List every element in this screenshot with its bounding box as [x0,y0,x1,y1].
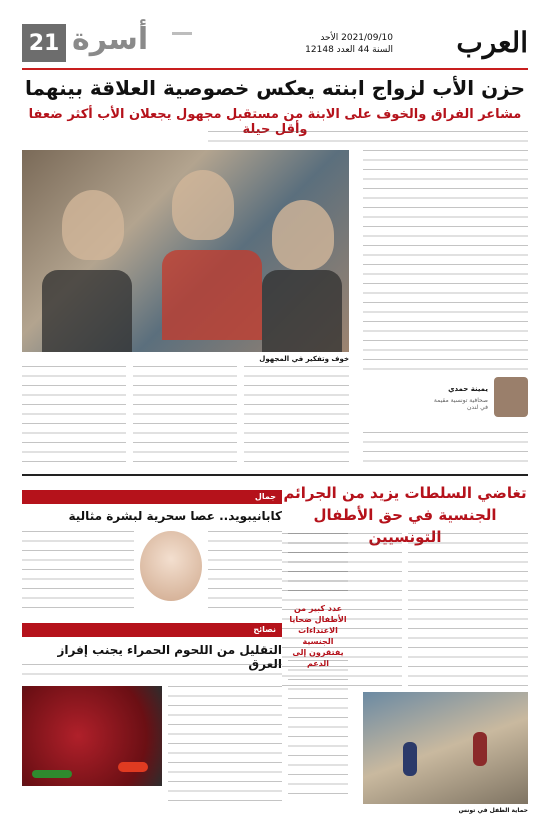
health-intro [22,664,282,682]
photo-vegetable [32,770,72,778]
newspaper-logo: العرب [456,26,528,59]
lead-column-1 [363,150,528,370]
lead-column-4 [22,366,126,470]
author-box [430,377,528,429]
beauty-section-label: جمال [22,490,282,504]
second-photo [363,692,528,804]
author-name: يمينة حمدي [448,385,488,393]
masthead [22,22,528,70]
lead-column-3 [133,366,237,470]
second-column-1 [408,533,528,688]
dateline [305,32,393,56]
photo-figure [403,742,417,776]
lead-column-1b [363,432,528,464]
second-column-4 [288,660,348,800]
photo-vegetable [118,762,148,772]
section-title: أسرة [72,22,149,57]
author-photo [494,377,528,417]
photo-figure [262,270,342,352]
meat-photo [22,686,162,786]
pull-quote: عدد كبير من الأطفال ضحايا الاعتداءات الجنسية يفتقرون إلى الدعم [289,604,347,668]
photo-figure [162,250,262,340]
lead-photo [22,150,349,352]
page-number: 21 [22,24,66,62]
beauty-headline: كابانيبويد.. عصا سحرية لبشرة مثالية [68,509,282,523]
photo-figure [62,190,124,260]
lead-photo-caption: خوف وتفكير في المجهول [259,355,349,363]
issue-date: 2021/09/10 الأحد [320,33,393,43]
photo-figure [272,200,334,270]
photo-figure [172,170,234,240]
second-column-3 [288,533,348,598]
lead-intro-text [208,131,528,143]
section-divider [22,474,528,476]
health-column-1 [168,686,282,801]
lead-subheadline: مشاعر الفراق والخوف على الابنة من مستقبل مجهول يجعلان الأب أكثر ضعفا وأقل حيلة [28,107,522,137]
beauty-photo [140,531,202,601]
lead-headline: حزن الأب لزواج ابنته يعكس خصوصية العلاقة بينهما [25,76,525,100]
second-photo-caption: حماية الطفل في تونس [458,807,528,814]
beauty-column-1 [208,531,282,611]
issue-number: السنة 44 العدد 12148 [305,45,393,55]
photo-figure [42,270,132,352]
second-headline: تغاضي السلطات يزيد من الجرائم الجنسية في حق الأطفال التونسيين [283,484,527,546]
photo-figure [473,732,487,766]
beauty-column-2 [22,531,134,611]
health-section-label: نصائح [22,623,282,637]
author-role: صحافية تونسية مقيمة في لندن [433,397,488,411]
health-headline: التقليل من اللحوم الحمراء يجنب إفراز العرق [57,643,282,671]
lead-column-2 [244,366,349,470]
section-ornament [172,32,192,40]
